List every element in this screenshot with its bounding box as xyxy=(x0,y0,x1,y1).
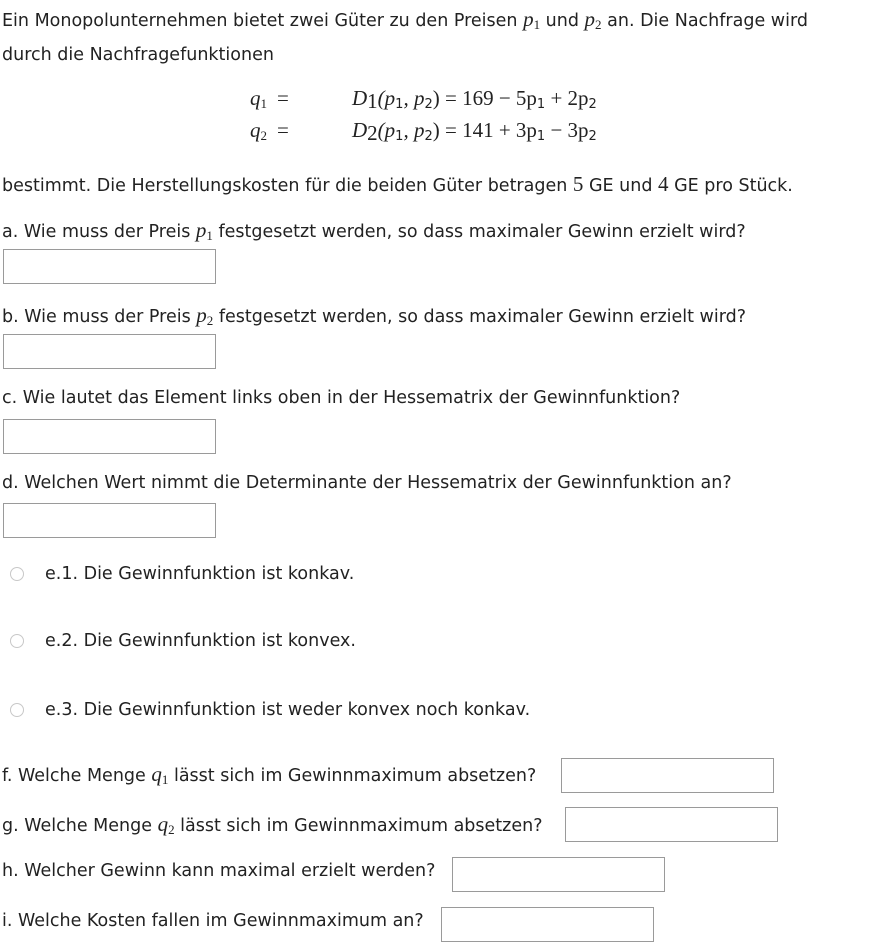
answer-a-input[interactable] xyxy=(3,249,216,284)
question-i: i. Welche Kosten fallen im Gewinnmaximum an? xyxy=(2,911,424,931)
question-b: b. Wie muss der Preis $p_2$ festgesetzt werden, so dass maximaler Gewinn erzielt wird? xyxy=(2,303,747,328)
option-e3[interactable] xyxy=(10,700,530,720)
question-h: h. Welcher Gewinn kann maximal erzielt werden? xyxy=(2,861,436,881)
cost-2: 4 xyxy=(658,172,669,196)
question-g: g. Welche Menge $q_2$ lässt sich im Gewinnmaximum absetzen? xyxy=(2,812,543,837)
answer-f-input[interactable] xyxy=(561,758,774,793)
option-e3-label: e.3. Die Gewinnfunktion ist weder konvex noch konkav. xyxy=(45,700,531,720)
answer-b-input[interactable] xyxy=(3,334,216,369)
intro-text-2: an. Die Nachfrage wird durch die Nachfragefunktionen xyxy=(2,11,808,65)
option-e2[interactable] xyxy=(10,631,356,651)
radio-e2[interactable] xyxy=(10,634,24,648)
question-f: f. Welche Menge $q_1$ lässt sich im Gewinnmaximum absetzen? xyxy=(2,762,537,787)
var-p2: $p_2$ xyxy=(584,7,602,32)
var-p1: $p_1$ xyxy=(523,7,541,32)
equation-2-lhs: $q_2$ xyxy=(250,118,267,143)
question-d: d. Welchen Wert nimmt die Determinante der Hessematrix der Gewinnfunktion an? xyxy=(2,473,732,493)
equation-2-equals: = xyxy=(277,118,289,142)
answer-h-input[interactable] xyxy=(452,857,665,892)
answer-i-input[interactable] xyxy=(441,907,654,942)
answer-g-input[interactable] xyxy=(565,807,778,842)
costs-sentence: bestimmt. Die Herstellungskosten für die beiden Güter betragen 5 GE und 4 GE pro Stück. xyxy=(2,172,793,196)
equation-2-rhs: $D_2(p_1$, $p_2) = 141 + 3p_1 - 3p_2$ xyxy=(352,118,597,145)
option-e2-label: e.2. Die Gewinnfunktion ist konvex. xyxy=(45,631,356,651)
intro-text-1: Ein Monopolunternehmen bietet zwei Güter zu den Preisen xyxy=(2,11,518,31)
option-e1-label: e.1. Die Gewinnfunktion ist konkav. xyxy=(45,564,355,584)
intro-and: und xyxy=(545,11,579,31)
radio-e3[interactable] xyxy=(10,703,24,717)
option-e1[interactable] xyxy=(10,564,354,584)
cost-1: 5 xyxy=(572,172,584,196)
question-c: c. Wie lautet das Element links oben in der Hessematrix der Gewinnfunktion? xyxy=(2,388,681,408)
answer-c-input[interactable] xyxy=(3,419,216,454)
radio-e1[interactable] xyxy=(10,567,24,581)
equation-1-lhs: $q_1$ xyxy=(250,86,267,111)
question-a: a. Wie muss der Preis $p_1$ festgesetzt werden, so dass maximaler Gewinn erzielt wird? xyxy=(2,218,746,243)
answer-d-input[interactable] xyxy=(3,503,216,538)
equation-1-rhs: $D_1(p_1$, $p_2) = 169 - 5p_1 + 2p_2$ xyxy=(352,86,597,113)
intro-paragraph xyxy=(2,2,862,72)
equation-1-equals: = xyxy=(277,86,289,110)
